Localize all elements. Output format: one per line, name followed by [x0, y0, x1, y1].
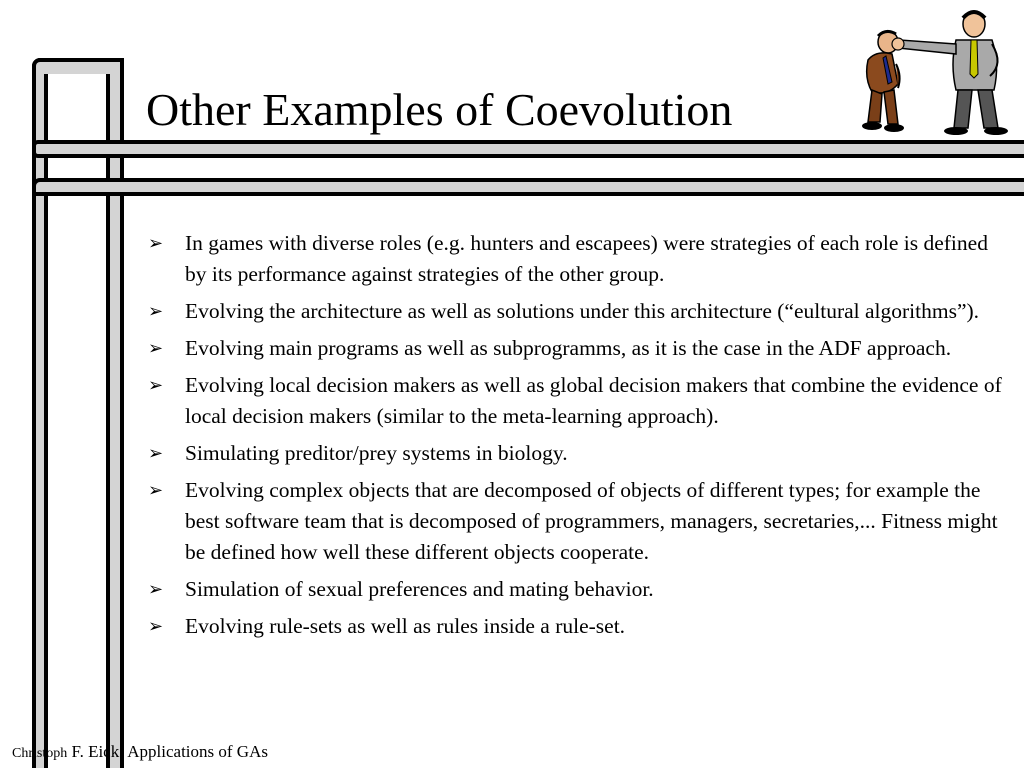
- arrow-bullet-icon: ➢: [148, 375, 164, 395]
- frame-top-cap: [32, 58, 124, 74]
- footer-first-name: Christoph: [12, 746, 68, 761]
- frame-mid-bar: [106, 58, 124, 768]
- bullet-list: [146, 228, 1012, 648]
- list-item: ➢ Evolving complex objects that are decomposed of objects of different types; for example the best software team that is decomposed of programmers, managers, secretaries,... Fitness might be defined how well these different objects cooperate.: [146, 475, 1012, 568]
- title-rule: [32, 140, 1024, 158]
- list-item: ➢ Simulating preditor/prey systems in biology.: [146, 438, 1012, 469]
- list-item: ➢ Simulation of sexual preferences and mating behavior.: [146, 574, 1012, 605]
- arrow-bullet-icon: ➢: [148, 338, 164, 358]
- list-item: ➢ Evolving local decision makers as well as global decision makers that combine the evidence of local decision makers (similar to the meta-learning approach).: [146, 370, 1012, 432]
- list-item: ➢ Evolving rule-sets as well as rules inside a rule-set.: [146, 611, 1012, 642]
- frame-left-bar: [32, 58, 48, 768]
- slide-title: Other Examples of Coevolution: [146, 84, 733, 135]
- arrow-bullet-icon: ➢: [148, 443, 164, 463]
- arrow-bullet-icon: ➢: [148, 480, 164, 500]
- body-rule: [32, 178, 1024, 196]
- arrow-bullet-icon: ➢: [148, 233, 164, 253]
- footer-rest: F. Eick: Applications of GAs: [67, 742, 268, 761]
- slide-footer: [12, 742, 268, 762]
- list-item: ➢ Evolving main programs as well as subprogramms, as it is the case in the ADF approach.: [146, 333, 1012, 364]
- arrow-bullet-icon: ➢: [148, 301, 164, 321]
- frame-gap: [48, 158, 106, 178]
- frame-inner-box: [48, 74, 106, 140]
- list-item: ➢ In games with diverse roles (e.g. hunters and escapees) were strategies of each role is defined by its performance against strategies of the other group.: [146, 228, 1012, 290]
- arrow-bullet-icon: ➢: [148, 579, 164, 599]
- list-item: ➢ Evolving the architecture as well as solutions under this architecture (“eultural algorithms”).: [146, 296, 1012, 327]
- arrow-bullet-icon: ➢: [148, 616, 164, 636]
- businessmen-clipart-icon: [838, 4, 1018, 140]
